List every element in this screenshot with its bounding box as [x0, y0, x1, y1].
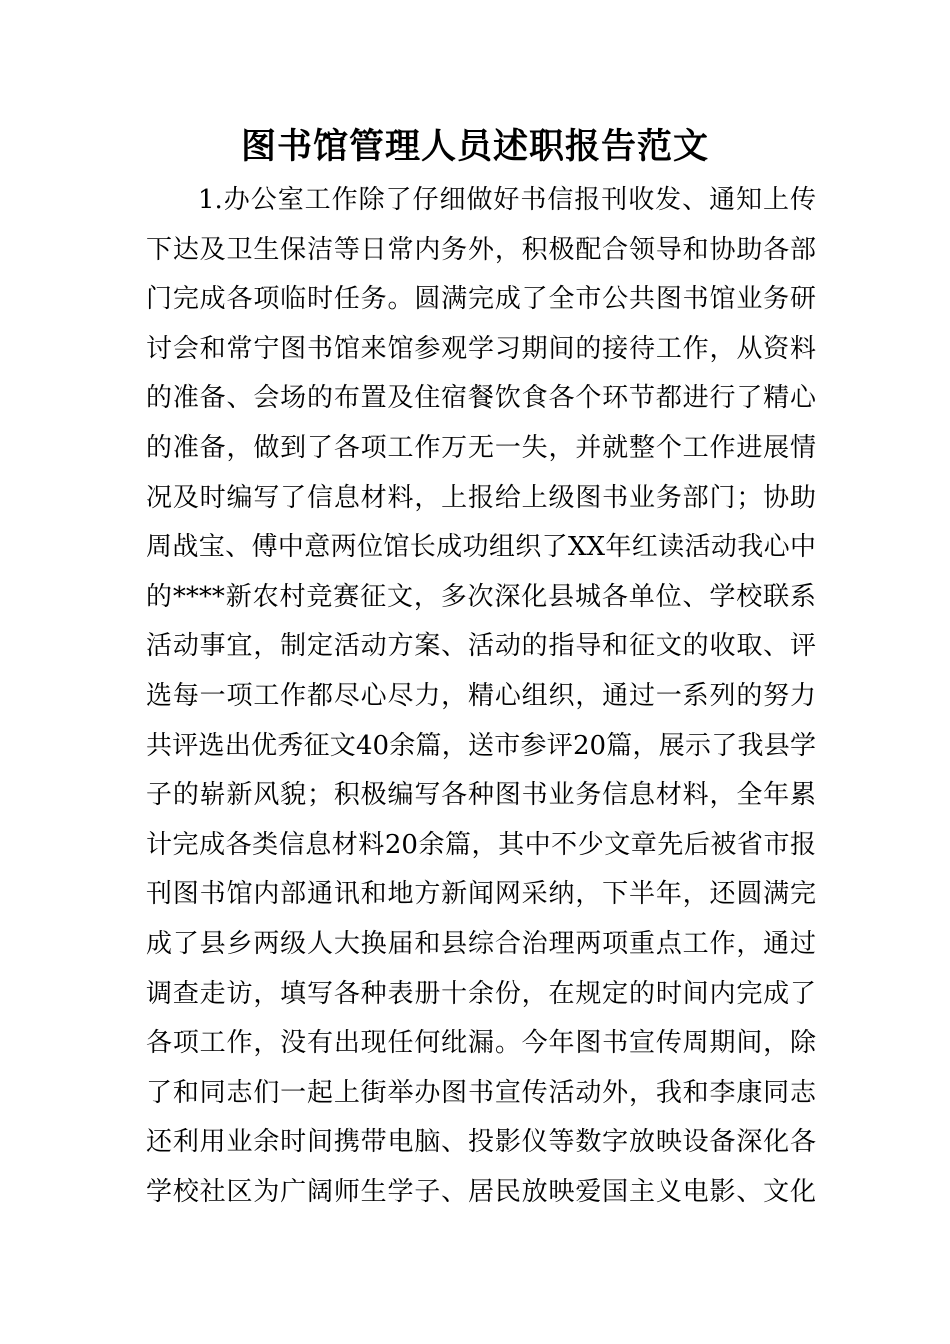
paragraph-line: 门完成各项临时任务。圆满完成了全市公共图书馆业务研 — [146, 284, 816, 315]
paragraph-line: 的准备、会场的布置及住宿餐饮食各个环节都进行了精心 — [146, 383, 816, 414]
paragraph-line: 活动事宜，制定活动方案、活动的指导和征文的收取、评 — [146, 631, 816, 662]
paragraph-line: 1.办公室工作除了仔细做好书信报刊收发、通知上传 — [198, 185, 816, 215]
paragraph-line: 成了县乡两级人大换届和县综合治理两项重点工作，通过 — [146, 928, 816, 959]
paragraph-line: 调查走访，填写各种表册十余份，在规定的时间内完成了 — [146, 978, 816, 1009]
document-body — [146, 176, 816, 1217]
paragraph-line: 的准备，做到了各项工作万无一失，并就整个工作进展情 — [146, 432, 816, 463]
paragraph-line: 下达及卫生保洁等日常内务外，积极配合领导和协助各部 — [146, 234, 816, 265]
paragraph-line: 还利用业余时间携带电脑、投影仪等数字放映设备深化各 — [146, 1127, 816, 1158]
paragraph-line: 共评选出优秀征文40余篇，送市参评20篇，展示了我县学 — [146, 730, 816, 761]
paragraph-line: 子的崭新风貌；积极编写各种图书业务信息材料，全年累 — [146, 780, 816, 811]
paragraph-line: 选每一项工作都尽心尽力，精心组织，通过一系列的努力 — [146, 680, 816, 711]
paragraph-line: 况及时编写了信息材料，上报给上级图书业务部门；协助 — [146, 482, 816, 513]
paragraph-line: 计完成各类信息材料20余篇，其中不少文章先后被省市报 — [146, 829, 816, 860]
paragraph-line: 周战宝、傅中意两位馆长成功组织了XX年红读活动我心中 — [146, 532, 816, 563]
document-title: 图书馆管理人员述职报告范文 — [240, 127, 709, 167]
paragraph-line: 的****新农村竞赛征文，多次深化县城各单位、学校联系 — [146, 581, 816, 612]
paragraph-line: 了和同志们一起上街举办图书宣传活动外，我和李康同志 — [146, 1077, 816, 1108]
paragraph-line: 刊图书馆内部通讯和地方新闻网采纳，下半年，还圆满完 — [146, 879, 816, 910]
paragraph-line: 学校社区为广阔师生学子、居民放映爱国主义电影、文化 — [146, 1176, 816, 1207]
paragraph-line: 各项工作，没有出现任何纰漏。今年图书宣传周期间，除 — [146, 1028, 816, 1059]
paragraph-line: 讨会和常宁图书馆来馆参观学习期间的接待工作，从资料 — [146, 333, 816, 364]
